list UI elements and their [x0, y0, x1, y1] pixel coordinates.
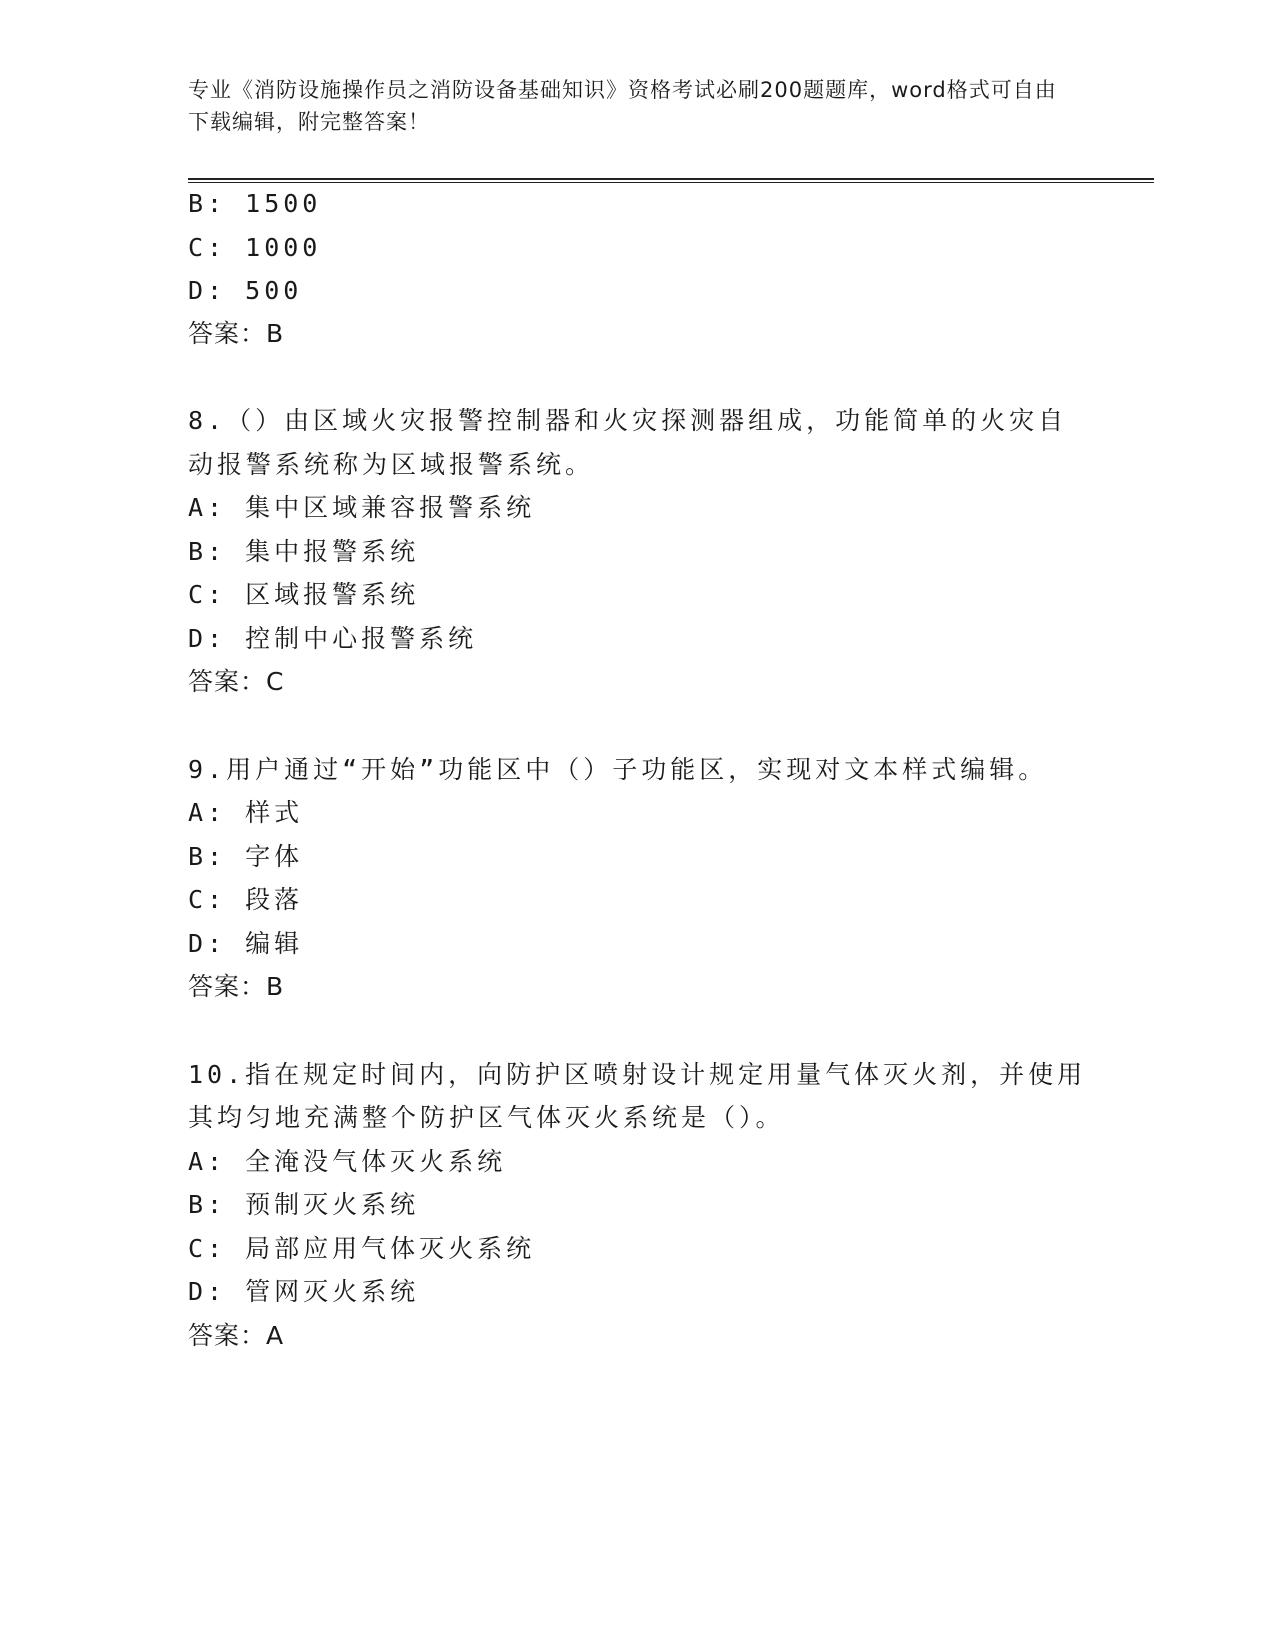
- header-divider-thin: [188, 182, 1154, 183]
- option-c: C: 段落: [188, 885, 304, 914]
- option-b: B: 集中报警系统: [188, 537, 420, 566]
- question-stem: 8.（）由区域火灾报警控制器和火灾探测器组成，功能简单的火灾自: [188, 406, 1068, 435]
- option-c: C: 局部应用气体灭火系统: [188, 1234, 536, 1263]
- header-divider: [188, 178, 1154, 180]
- option-a: A: 集中区域兼容报警系统: [188, 493, 536, 522]
- answer: 答案：C: [188, 667, 285, 696]
- option-c: C: 1000: [188, 233, 322, 262]
- answer: 答案：A: [188, 1321, 285, 1350]
- option-d: D: 管网灭火系统: [188, 1277, 420, 1306]
- option-b: B: 字体: [188, 842, 304, 871]
- question-stem: 9.用户通过“开始”功能区中（）子功能区，实现对文本样式编辑。: [188, 755, 1048, 784]
- question-stem: 其均匀地充满整个防护区气体灭火系统是（）。: [188, 1103, 785, 1132]
- option-c: C: 区域报警系统: [188, 580, 420, 609]
- option-a: A: 全淹没气体灭火系统: [188, 1147, 507, 1176]
- option-d: D: 编辑: [188, 929, 304, 958]
- answer: 答案：B: [188, 972, 285, 1001]
- document-header: 专业《消防设施操作员之消防设备基础知识》资格考试必刷200题题库，word格式可自由下载编辑，附完整答案！: [188, 78, 1057, 134]
- option-b: B: 预制灭火系统: [188, 1190, 420, 1219]
- question-stem: 动报警系统称为区域报警系统。: [188, 450, 595, 479]
- option-b: B: 1500: [188, 189, 322, 218]
- option-a: A: 样式: [188, 798, 304, 827]
- option-d: D: 控制中心报警系统: [188, 624, 478, 653]
- question-stem: 10.指在规定时间内，向防护区喷射设计规定用量气体灭火剂，并使用: [188, 1060, 1087, 1089]
- option-d: D: 500: [188, 276, 303, 305]
- answer: 答案：B: [188, 319, 285, 348]
